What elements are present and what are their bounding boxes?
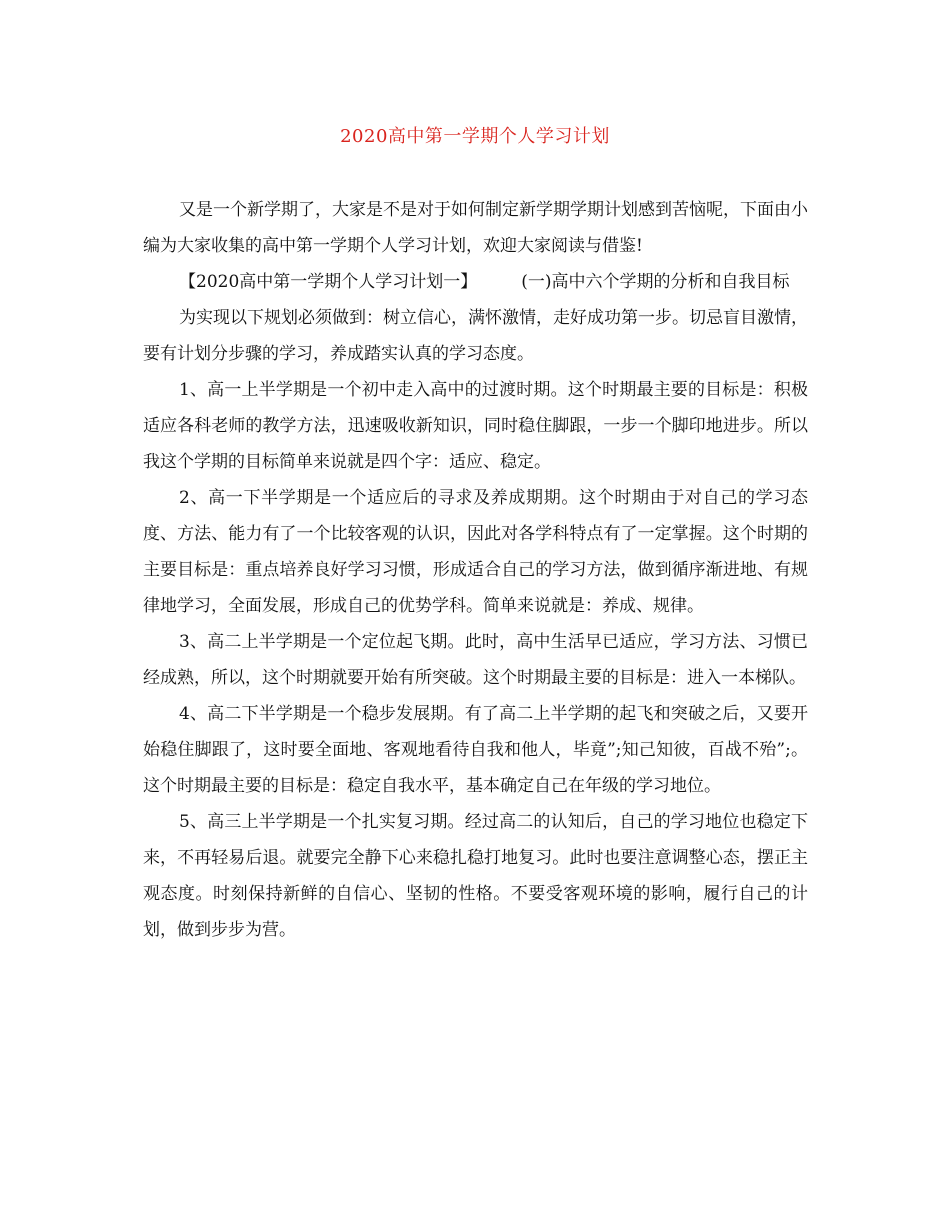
semester-3-paragraph: 3、高二上半学期是一个定位起飞期。此时，高中生活早已适应，学习方法、习惯已经成熟，所以，这个时期就要开始有所突破。这个时期最主要的目标是：进入一本梯队。	[143, 632, 808, 688]
document-body	[143, 192, 808, 948]
semester-1-paragraph: 1、高一上半学期是一个初中走入高中的过渡时期。这个时期最主要的目标是：积极适应各科老师的教学方法，迅速吸收新知识，同时稳住脚跟，一步一个脚印地进步。所以我这个学期的目标简单来说就是四个字：适应、稳定。	[143, 380, 808, 472]
plan-heading-paragraph	[143, 264, 808, 300]
semester-2-paragraph: 2、高一下半学期是一个适应后的寻求及养成期期。这个时期由于对自己的学习态度、方法、能力有了一个比较客观的认识，因此对各学科特点有了一定掌握。这个时期的主要目标是：重点培养良好学习习惯，形成适合自己的学习方法，做到循序渐进地、有规律地学习，全面发展，形成自己的优势学科。简单来说就是：养成、规律。	[143, 488, 808, 616]
semester-5-paragraph: 5、高三上半学期是一个扎实复习期。经过高二的认知后，自己的学习地位也稳定下来，不再轻易后退。就要完全静下心来稳扎稳打地复习。此时也要注意调整心态，摆正主观态度。时刻保持新鲜的自信心、坚韧的性格。不要受客观环境的影响，履行自己的计划，做到步步为营。	[143, 812, 808, 940]
intro-paragraph: 又是一个新学期了，大家是不是对于如何制定新学期学期计划感到苦恼呢，下面由小编为大家收集的高中第一学期个人学习计划，欢迎大家阅读与借鉴!	[143, 200, 808, 256]
requirements-paragraph: 为实现以下规划必须做到：树立信心，满怀激情，走好成功第一步。切忌盲目激情，要有计划分步骤的学习，养成踏实认真的学习态度。	[143, 308, 808, 364]
semester-4-paragraph: 4、高二下半学期是一个稳步发展期。有了高二上半学期的起飞和突破之后，又要开始稳住脚跟了，这时要全面地、客观地看待自我和他人，毕竟”;知己知彼，百战不殆”;。这个时期最主要的目标是：稳定自我水平，基本确定自己在年级的学习地位。	[143, 704, 808, 796]
document-title: 2020高中第一学期个人学习计划	[340, 126, 610, 147]
plan-heading: 【2020高中第一学期个人学习计划一】	[179, 272, 478, 292]
section-heading: (一)高中六个学期的分析和自我目标	[521, 272, 790, 292]
